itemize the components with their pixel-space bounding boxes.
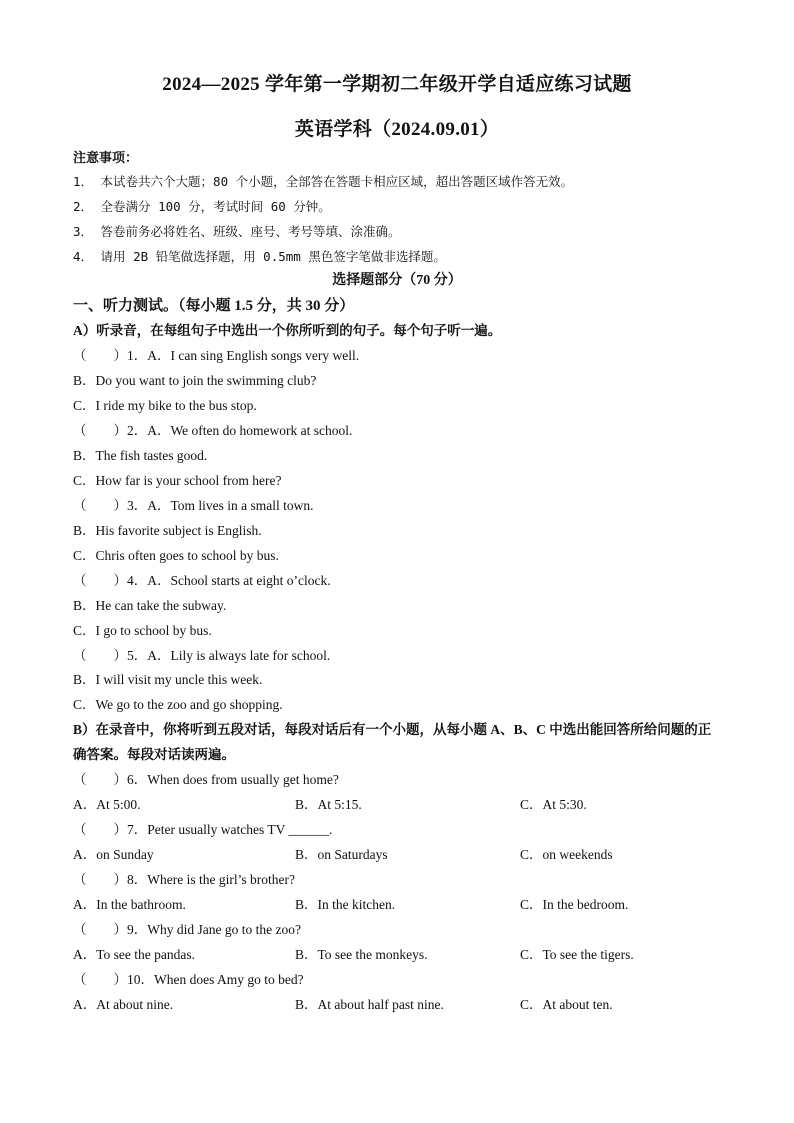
exam-title: 2024—2025 学年第一学期初二年级开学自适应练习试题	[162, 74, 632, 95]
question-4: （ ）4．A．School starts at eight o’clock.	[73, 573, 331, 588]
question-6: （ ）6．When does from usually get home?	[73, 772, 339, 787]
question-3-option-c: C．Chris often goes to school by bus.	[73, 548, 279, 563]
note-item-2: 2． 全卷满分 100 分，考试时间 60 分钟。	[73, 199, 331, 214]
question-7-option-c: C．on weekends	[520, 847, 613, 862]
question-10-option-a: A．At about nine.	[73, 997, 174, 1012]
question-2: （ ）2．A．We often do homework at school.	[73, 423, 353, 438]
question-10-option-b: B．At about half past nine.	[295, 997, 444, 1012]
question-10-option-c: C．At about ten.	[520, 997, 613, 1012]
question-8-option-c: C．In the bedroom.	[520, 897, 629, 912]
question-6-option-b: B．At 5:15.	[295, 797, 362, 812]
question-9-option-b: B．To see the monkeys.	[295, 947, 428, 962]
question-2-option-b: B．The fish tastes good.	[73, 448, 208, 463]
note-item-3: 3． 答卷前务必将姓名、班级、座号、考号等填、涂准确。	[73, 224, 401, 239]
question-4-option-b: B．He can take the subway.	[73, 598, 227, 613]
question-3: （ ）3．A．Tom lives in a small town.	[73, 498, 314, 513]
question-3-option-b: B．His favorite subject is English.	[73, 523, 262, 538]
notes-heading: 注意事项：	[73, 150, 139, 165]
question-5-option-b: B．I will visit my uncle this week.	[73, 672, 263, 687]
question-9: （ ）9．Why did Jane go to the zoo?	[73, 922, 301, 937]
question-2-option-c: C．How far is your school from here?	[73, 473, 282, 488]
question-7-option-a: A．on Sunday	[73, 847, 154, 862]
section-heading: 一、听力测试。（每小题 1.5 分，共 30 分）	[73, 298, 355, 314]
question-9-option-c: C．To see the tigers.	[520, 947, 634, 962]
note-item-4: 4． 请用 2B 铅笔做选择题，用 0.5mm 黑色签字笔做非选择题。	[73, 249, 446, 264]
question-5: （ ）5．A．Lily is always late for school.	[73, 648, 331, 663]
question-1: （ ）1．A．I can sing English songs very well.	[73, 348, 360, 363]
part-b-instructions-line1: B）在录音中，你将听到五段对话，每段对话后有一个小题，从每小题 A、B、C 中选出能回答所给问题的正	[73, 722, 712, 737]
exam-subtitle: 英语学科（2024.09.01）	[294, 119, 500, 140]
question-6-option-c: C．At 5:30.	[520, 797, 587, 812]
question-9-option-a: A．To see the pandas.	[73, 947, 196, 962]
question-7: （ ）7．Peter usually watches TV ______.	[73, 822, 333, 837]
question-8-option-a: A．In the bathroom.	[73, 897, 186, 912]
note-item-1: 1． 本试卷共六个大题；80 个小题，全部答在答题卡相应区域，超出答题区域作答无效。	[73, 174, 574, 189]
question-1-option-b: B．Do you want to join the swimming club?	[73, 373, 317, 388]
question-4-option-c: C．I go to school by bus.	[73, 623, 212, 638]
part-a-instructions: A）听录音，在每组句子中选出一个你所听到的句子。每个句子听一遍。	[73, 323, 502, 338]
question-7-option-b: B．on Saturdays	[295, 847, 388, 862]
part-b-instructions-line2: 确答案。每段对话读两遍。	[73, 747, 235, 762]
part-title: 选择题部分（70 分）	[332, 273, 462, 288]
question-8-option-b: B．In the kitchen.	[295, 897, 396, 912]
question-5-option-c: C．We go to the zoo and go shopping.	[73, 697, 283, 712]
question-1-option-c: C．I ride my bike to the bus stop.	[73, 398, 257, 413]
question-10: （ ）10．When does Amy go to bed?	[73, 972, 304, 987]
question-8: （ ）8．Where is the girl’s brother?	[73, 872, 295, 887]
question-6-option-a: A．At 5:00.	[73, 797, 141, 812]
